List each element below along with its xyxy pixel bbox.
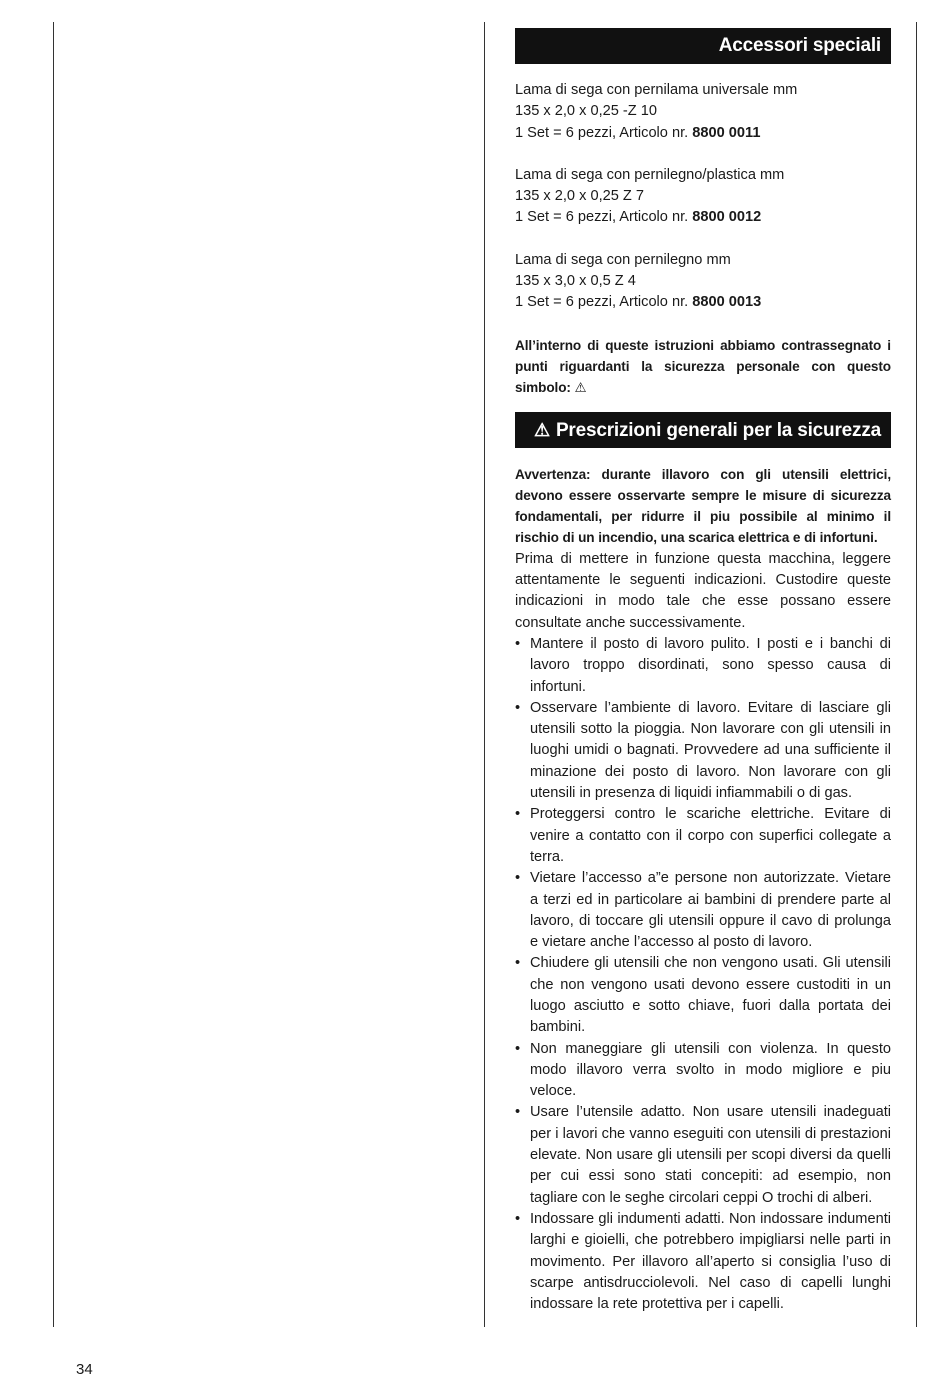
- accessory-item: [515, 165, 891, 229]
- list-item: [515, 1039, 891, 1103]
- accessory-description: Lama di sega con pernilama universale mm: [515, 82, 798, 98]
- accessory-article-line: [515, 292, 891, 313]
- list-item: [515, 804, 891, 868]
- bullet-icon: •: [515, 1210, 521, 1227]
- right-margin-rule: [916, 22, 917, 1327]
- article-prefix: 1 Set = 6 pezzi, Articolo nr.: [515, 294, 689, 311]
- rule-text: Chiudere gli utensili che non vengono usati. Gli utensili che non vengono usati devono essere custoditi in un luogo asciutto e sotto chiave, fuori dalla portata dei bambini.: [530, 955, 891, 1036]
- rule-text: Proteggersi contro le scariche elettriche. Evitare di venire a contatto con il corpo con superfici collegate a terra.: [530, 806, 891, 865]
- section-heading-accessori: [515, 28, 891, 64]
- content-column: [515, 28, 891, 1315]
- accessory-item: [515, 80, 891, 144]
- bullet-icon: •: [515, 635, 521, 652]
- bullet-icon: •: [515, 806, 521, 823]
- section-title: Accessori speciali: [718, 35, 881, 56]
- article-number: 8800 0013: [692, 294, 762, 311]
- list-item: [515, 698, 891, 804]
- accessory-article-line: [515, 123, 891, 144]
- rule-text: Osservare l’ambiente di lavoro. Evitare di lasciare gli utensili sotto la pioggia. Non lavorare con gli utensili in luoghi umidi o bagnati. Provvedere ad una sufficiente il minazione dei posto di lavoro. Non lavorare con gli utensili in presenza di liquidi infiammabili o di gas.: [530, 699, 891, 802]
- safety-warning: Avvertenza: durante illavoro con gli utensili elettrici, devono essere osservarte sempre le misure di sicurezza fondamentali, per ridurre il piu possibile al minimo il rischio di un incendio, una scarica elettrica e di infortuni.: [515, 466, 891, 546]
- article-prefix: 1 Set = 6 pezzi, Articolo nr.: [515, 209, 689, 226]
- list-item: [515, 953, 891, 1038]
- bullet-icon: •: [515, 1040, 521, 1057]
- left-margin-rule: [53, 22, 54, 1327]
- notice-text: All’interno di queste istruzioni abbiamo contrassegnato i punti riguardanti la sicurezza personale con questo simbolo:: [515, 337, 891, 396]
- rule-text: Mantere il posto di lavoro pulito. I posti e i banchi di lavoro troppo disordinati, sono spesso causa di infortuni.: [530, 635, 891, 695]
- safety-rules-list: [515, 634, 891, 1316]
- section-heading-sicurezza: [515, 412, 891, 448]
- warning-triangle-icon: ⚠: [534, 419, 550, 440]
- intro-paragraph: Prima di mettere in funzione questa macchina, leggere attentamente le seguenti indicazioni. Custodire queste indicazioni in modo tale che esse possano essere consultate anche successivamente.: [515, 550, 891, 631]
- accessory-article-line: [515, 207, 891, 228]
- article-number: 8800 0011: [692, 124, 761, 141]
- rule-text: Usare l’utensile adatto. Non usare utensili inadeguati per i lavori che vanno eseguiti con utensili di prestazioni elevate. Non usare gli utensili per scopi diversi da quelli per cui essi sono stati concepiti: ad esempio, non tagliare con le seghe circolari ceppi O trochi di alberi.: [530, 1104, 891, 1206]
- bullet-icon: •: [515, 1104, 521, 1121]
- list-item: [515, 868, 891, 953]
- list-item: [515, 634, 891, 698]
- warning-triangle-icon: ⚠: [574, 380, 587, 396]
- list-item: [515, 1102, 891, 1208]
- bullet-icon: •: [515, 955, 521, 972]
- rule-text: Indossare gli indumenti adatti. Non indossare indumenti larghi e gioielli, che potrebbero impigliarsi nelle parti in movimento. Per illavoro all’aperto si consiglia l’uso di scarpe antisdrucciolevoli. Nel caso di capelli lunghi indossare la rete protettiva per i capelli.: [530, 1210, 891, 1313]
- rule-text: Non maneggiare gli utensili con violenza. In questo modo illavoro verra svolto in modo migliore e piu veloce.: [530, 1040, 891, 1100]
- accessory-dimensions: 135 x 3,0 x 0,5 Z 4: [515, 273, 636, 290]
- bullet-icon: •: [515, 870, 521, 887]
- accessory-description: Lama di sega con pernilegno/plastica mm: [515, 166, 785, 183]
- section-title: Prescrizioni generali per la sicurezza: [555, 419, 881, 441]
- bullet-icon: •: [515, 699, 521, 716]
- column-divider-rule: [484, 22, 485, 1327]
- accessory-dimensions: 135 x 2,0 x 0,25 -Z 10: [515, 103, 657, 120]
- rule-text: Vietare l’accesso a”e persone non autorizzate. Vietare a terzi ed in particolare ai bambini di prendere parte al lavoro, di toccare gli utensili oppure il cavo di prolunga e vietare anche l’accesso al posto di lavoro.: [530, 870, 891, 951]
- page-number: 34: [76, 1361, 93, 1378]
- accessory-item: [515, 250, 891, 314]
- article-prefix: 1 Set = 6 pezzi, Articolo nr.: [515, 124, 689, 141]
- article-number: 8800 0012: [692, 209, 762, 226]
- accessory-dimensions: 135 x 2,0 x 0,25 Z 7: [515, 188, 644, 205]
- accessory-description: Lama di sega con pernilegno mm: [515, 251, 731, 268]
- safety-symbol-notice: [515, 335, 891, 399]
- list-item: [515, 1209, 891, 1315]
